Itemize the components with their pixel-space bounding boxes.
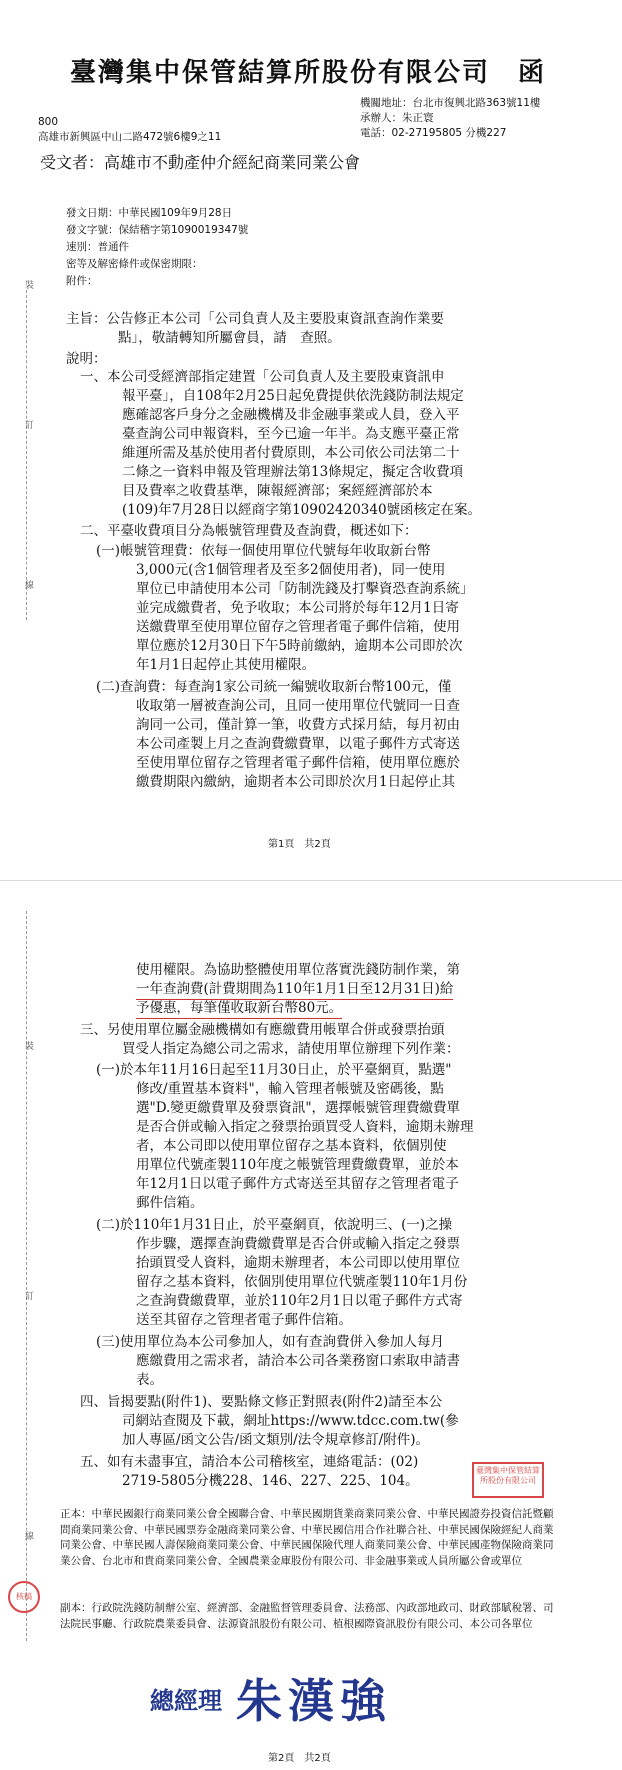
subject-line: 主旨：公告修正本公司「公司負責人及主要股東資訊查詢作業要 — [66, 311, 444, 327]
section-1-line: 目及費率之收費基準，陳報經濟部；案經經濟部於本 — [122, 483, 433, 499]
item-2-line: 繳費期限內繳納，逾期者本公司即於次月1日起停止其 — [136, 774, 456, 790]
s3-item-2-line: 之查詢費繳費單，並於110年2月1日以電子郵件方式寄 — [136, 1293, 463, 1309]
document-page-1 — [0, 0, 622, 880]
seam-label: 裝 — [23, 280, 33, 289]
contact-person: 承辦人：朱正寰 — [360, 112, 434, 124]
attachments: 附件： — [66, 275, 98, 287]
continuation-line: 一年查詢費(計費期間為110年1月1日至12月31日)給 — [136, 980, 453, 1000]
item-1-line: 送繳費單至使用單位留存之管理者電子郵件信箱，使用 — [136, 619, 460, 635]
phone-number: 電話：02-27195805 分機227 — [360, 127, 507, 139]
s3-item-1-line: 是否合併或輸入指定之發票抬頭買受人資料，逾期未辦理 — [136, 1119, 474, 1135]
cc-copy-recipients: 副本：行政院洗錢防制辦公室、經濟部、金融監督管理委員會、法務部、內政部地政司、財政部賦稅署、司法院民事廳、行政院農業委員會、法源資訊股份有限公司、植根國際資訊股份有限公司、本公司各單位 — [60, 1602, 554, 1630]
item-1-line: 3,000元(含1個管理者及至多2個使用者)，同一使用 — [136, 562, 446, 578]
binding-seam-line — [26, 290, 27, 620]
section-4-line: 四、旨揭要點(附件1)、要點條文修正對照表(附件2)請至本公 — [80, 1394, 443, 1410]
seam-label: 裝 — [23, 1041, 33, 1050]
item-1-line: (一)帳號管理費：依每一個使用單位代號每年收取新台幣 — [96, 543, 431, 559]
section-2-line: 二、平臺收費項目分為帳號管理費及查詢費，概述如下： — [80, 523, 418, 539]
signature-name: 朱漢強 — [236, 1674, 392, 1728]
item-2-line: 本公司產製上月之查詢費繳費單，以電子郵件方式寄送 — [136, 736, 460, 752]
page-number: 第2頁 共2頁 — [268, 1753, 331, 1764]
issue-date: 發文日期：中華民國109年9月28日 — [66, 207, 233, 219]
item-2-line: (二)查詢費：每查詢1家公司統一編號收取新台幣100元，僅 — [96, 679, 452, 695]
s3-item-1-line: 者，本公司即以使用單位留存之基本資料，依個別使 — [136, 1138, 447, 1154]
explanation-label: 說明： — [66, 351, 107, 367]
sender-address: 機關地址：台北市復興北路363號11樓 — [360, 97, 541, 109]
section-5-line: 2719-5805分機228、146、227、225、104。 — [122, 1473, 419, 1489]
s3-item-3-line: 應繳費用之需求者，請洽本公司各業務窗口索取申請書 — [136, 1353, 460, 1369]
continuation-line: 予優惠，每筆僅收取新台幣80元。 — [136, 999, 342, 1019]
document-page-2 — [0, 880, 622, 1770]
section-3-line: 三、另使用單位屬金融機構如有應繳費用帳單合併或發票抬頭 — [80, 1022, 445, 1038]
section-1-line: 一、本公司受經濟部指定建置「公司負責人及主要股東資訊申 — [80, 369, 445, 385]
seam-label: 線 — [23, 1531, 33, 1540]
seam-label: 訂 — [23, 420, 33, 429]
section-1-line: 應確認客戶身分之金融機構及非金融事業或人員，登入平 — [122, 407, 460, 423]
s3-item-2-line: (二)於110年1月31日止，於平臺網頁，依說明三、(一)之操 — [96, 1217, 453, 1233]
s3-item-2-line: 作步驟，選擇查詢費繳費單是否合併或輸入指定之發票 — [136, 1236, 460, 1252]
item-1-line: 單位應於12月30日下午5時前繳納，逾期本公司即於次 — [136, 638, 463, 654]
section-1-line: 報平臺」，自108年2月25日起免費提供依洗錢防制法規定 — [122, 388, 464, 404]
item-1-line: 單位已申請使用本公司「防制洗錢及打擊資恐查詢系統」 — [136, 581, 474, 597]
s3-item-1-line: (一)於本年11月16日起至11月30日止，於平臺網頁，點選" — [96, 1062, 452, 1078]
letter-title: 臺灣集中保管結算所股份有限公司 函 — [70, 58, 547, 88]
item-1-line: 年1月1日起停止其使用權限。 — [136, 657, 316, 673]
s3-item-1-line: 選"D.變更繳費單及發票資訊"，選擇帳號管理費繳費單 — [136, 1100, 461, 1116]
document-number: 發文字號：保結稽字第1090019347號 — [66, 224, 249, 236]
company-seal-stamp: 臺灣集中保管結算所股份有限公司 — [472, 1462, 544, 1498]
recipient: 受文者：高雄市不動產仲介經紀商業同業公會 — [40, 153, 361, 172]
section-4-line: 加人專區/函文公告/函文類別/法令規章修訂/附件)。 — [122, 1432, 429, 1448]
s3-item-1-line: 修改/重置基本資料"，輸入管理者帳號及密碼後，點 — [136, 1081, 444, 1097]
s3-item-1-line: 用單位代號產製110年度之帳號管理費繳費單，並於本 — [136, 1157, 459, 1173]
item-2-line: 詢同一公司，僅計算一筆，收費方式採月結，每月初由 — [136, 717, 460, 733]
seam-label: 線 — [23, 580, 33, 589]
section-1-line: 臺查詢公司申報資料，至今已逾一年半。為支應平臺正常 — [122, 426, 460, 442]
review-stamp: 核稿 — [8, 1581, 40, 1613]
cc-main-recipients: 正本：中華民國銀行商業同業公會全國聯合會、中華民國期貨業商業同業公會、中華民國證券投資信託暨顧問商業同業公會、中華民國票券金融商業同業公會、中華民國信用合作社聯合社、中華民國保險經紀人商業同業公會、中華民國人壽保險商業同業公會、中華民國保險代理人商業同業公會、中華民國產物保險商業同業公會、台北市和貴商業同業公會、全國農業金庫股份有限公司、非金融事業或人員所屬公會或單位 — [60, 1508, 554, 1567]
seam-label: 訂 — [23, 1291, 33, 1300]
s3-item-1-line: 年12月1日以電子郵件方式寄送至其留存之管理者電子 — [136, 1176, 459, 1192]
continuation-line: 使用權限。為協助整體使用單位落實洗錢防制作業，第 — [136, 962, 460, 978]
section-5-line: 五、如有未盡事宜，請洽本公司稽核室，連絡電話：(02) — [80, 1454, 419, 1470]
section-1-line: 二條之一資料申報及管理辦法第13條規定，擬定含收費項 — [122, 464, 464, 480]
s3-item-3-line: 表。 — [136, 1372, 163, 1388]
s3-item-2-line: 送至其留存之管理者電子郵件信箱。 — [136, 1312, 352, 1328]
s3-item-3-line: (三)使用單位為本公司參加人，如有查詢費併入參加人每月 — [96, 1334, 445, 1350]
security-level: 密等及解密條件或保密期限： — [66, 258, 203, 270]
item-1-line: 並完成繳費者，免予收取；本公司將於每年12月1日寄 — [136, 600, 459, 616]
section-1-line: 維運所需及基於使用者付費原則，本公司依公司法第二十 — [122, 445, 460, 461]
page-number: 第1頁 共2頁 — [268, 839, 331, 850]
signature-title: 總經理 — [150, 1687, 222, 1715]
recipient-address: 高雄市新興區中山二路472號6樓9之11 — [38, 131, 222, 143]
section-4-line: 司網站查閱及下載，網址https://www.tdcc.com.tw(參 — [122, 1413, 459, 1429]
item-2-line: 收取第一層被查詢公司，且同一使用單位代號同一日查 — [136, 698, 460, 714]
section-3-line: 買受人指定為總公司之需求，請使用單位辦理下列作業： — [122, 1041, 460, 1057]
section-1-line: (109)年7月28日以經商字第10902420340號函核定在案。 — [122, 502, 482, 518]
subject-line: 點」，敬請轉知所屬會員，請 查照。 — [118, 330, 341, 346]
postal-code: 800 — [38, 116, 59, 128]
s3-item-1-line: 郵件信箱。 — [136, 1195, 204, 1211]
speed-class: 速別：普通件 — [66, 241, 129, 253]
s3-item-2-line: 抬頭買受人資料，逾期未辦理者，本公司即以使用單位 — [136, 1255, 460, 1271]
item-2-line: 至使用單位留存之管理者電子郵件信箱，使用單位應於 — [136, 755, 460, 771]
s3-item-2-line: 留存之基本資料，依個別使用單位代號產製110年1月份 — [136, 1274, 468, 1290]
